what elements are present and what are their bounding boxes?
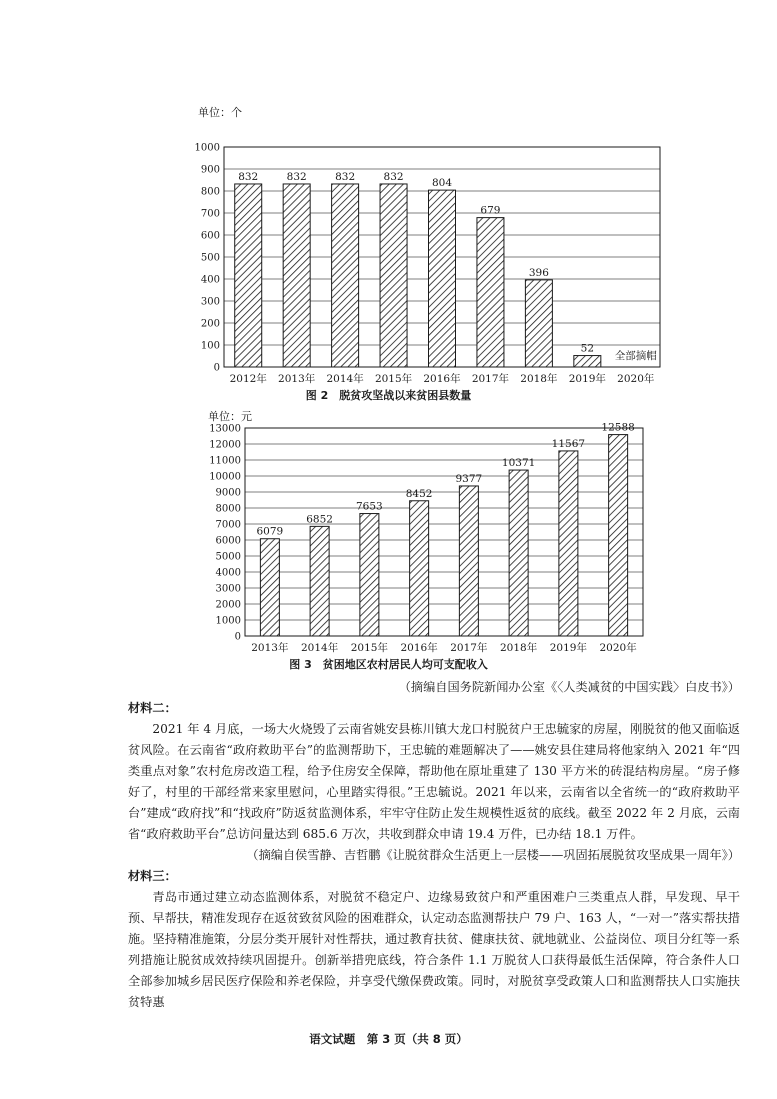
x-tick-label: 2016年 bbox=[423, 373, 461, 385]
y-tick-label: 1000 bbox=[215, 615, 241, 627]
y-tick-label: 0 bbox=[234, 631, 241, 643]
data-label: 832 bbox=[238, 170, 259, 183]
data-label: 10371 bbox=[501, 457, 536, 470]
y-tick-label: 3000 bbox=[215, 583, 241, 595]
y-tick-label: 10000 bbox=[209, 471, 241, 483]
bar bbox=[459, 486, 478, 636]
x-tick-label: 2017年 bbox=[471, 373, 510, 385]
material-2-heading: 材料二： bbox=[128, 701, 177, 715]
bar bbox=[609, 435, 628, 636]
y-tick-label: 700 bbox=[200, 208, 220, 220]
data-label: 12588 bbox=[601, 421, 635, 434]
x-tick-label: 2015年 bbox=[374, 373, 413, 385]
bar bbox=[260, 539, 279, 636]
y-unit-label: 单位：元 bbox=[208, 410, 252, 423]
bar bbox=[360, 514, 379, 636]
bar bbox=[310, 526, 329, 636]
text-block-upper bbox=[128, 677, 740, 1013]
source-citation-1: （摘编自国务院新闻办公室《〈人类减贫的中国实践〉白皮书》） bbox=[398, 680, 740, 694]
data-label: 11567 bbox=[551, 437, 586, 450]
chart-rural-income-caption: 图 3 贫困地区农村居民人均可支配收入 bbox=[289, 658, 488, 671]
x-tick-label: 2014年 bbox=[301, 642, 339, 654]
chart-poor-counties-caption: 图 2 脱贫攻坚战以来贫困县数量 bbox=[305, 389, 472, 402]
x-tick-label: 2015年 bbox=[350, 642, 388, 654]
x-tick-label: 2019年 bbox=[549, 642, 587, 654]
y-tick-label: 9000 bbox=[215, 487, 241, 499]
x-tick-label: 2013年 bbox=[251, 642, 289, 654]
y-tick-label: 12000 bbox=[209, 439, 241, 451]
data-label: 8452 bbox=[405, 487, 433, 500]
data-label: 396 bbox=[528, 266, 549, 279]
page-footer: 语文试题 第 3 页（共 8 页） bbox=[309, 1032, 468, 1046]
x-tick-label: 2020年 bbox=[599, 642, 637, 654]
material-3-body: 青岛市通过建立动态监测体系，对脱贫不稳定户、边缘易致贫户和严重困难户三类重点人群，早发现、早干预、早帮扶，精准发现存在返贫致贫风险的困难群众，认定动态监测帮扶户 79 户、163 人，“一对一”落实帮扶措施。坚持精准施策，分层分类开展针对性帮扶，通过教育扶贫、健康扶贫、就地就业、公益岗位、项目分红等一系列措施让脱贫成效持续巩固提升。创新举措兜底线，符合条件 1.1 万脱贫人口获得最低生活保障，符合条件人口全部参加城乡居民医疗保险和养老保险，并享受代缴保费政策。同时，对脱贫享受政策人口和监测帮扶人口实施扶贫特惠 bbox=[128, 890, 740, 1009]
plot-frame bbox=[245, 428, 643, 636]
data-label: 6852 bbox=[306, 513, 333, 526]
source-citation-2: （摘编自侯雪静、吉哲鹏《让脱贫群众生活更上一层楼——巩固拓展脱贫攻坚成果一周年》） bbox=[246, 848, 740, 862]
x-tick-label: 2016年 bbox=[400, 642, 438, 654]
y-tick-label: 300 bbox=[200, 296, 220, 308]
y-tick-label: 600 bbox=[200, 230, 220, 242]
x-tick-label: 2020年 bbox=[617, 373, 655, 385]
x-tick-label: 2013年 bbox=[278, 373, 316, 385]
data-label: 679 bbox=[480, 204, 501, 217]
y-tick-label: 4000 bbox=[215, 567, 241, 579]
data-label: 7653 bbox=[356, 500, 383, 513]
data-label: 832 bbox=[335, 170, 356, 183]
y-tick-label: 100 bbox=[200, 340, 220, 352]
y-tick-label: 800 bbox=[200, 186, 220, 198]
data-label: 52 bbox=[580, 342, 595, 355]
data-label: 9377 bbox=[455, 472, 483, 485]
bar bbox=[410, 501, 429, 636]
y-tick-label: 0 bbox=[213, 362, 220, 374]
data-label: 804 bbox=[431, 177, 453, 190]
y-tick-label: 400 bbox=[200, 274, 220, 286]
data-label: 832 bbox=[383, 170, 404, 183]
x-tick-label: 2018年 bbox=[520, 373, 558, 385]
y-tick-label: 900 bbox=[200, 164, 220, 176]
y-tick-label: 1000 bbox=[194, 142, 220, 154]
material-3-heading: 材料三： bbox=[128, 869, 177, 883]
y-tick-label: 13000 bbox=[209, 423, 241, 435]
x-tick-label: 2017年 bbox=[450, 642, 488, 654]
y-tick-label: 5000 bbox=[215, 551, 241, 563]
x-tick-label: 2014年 bbox=[326, 373, 364, 385]
y-tick-label: 6000 bbox=[215, 535, 241, 547]
y-tick-label: 500 bbox=[200, 252, 220, 264]
y-tick-label: 2000 bbox=[215, 599, 241, 611]
bar bbox=[509, 470, 528, 636]
y-unit-label: 单位：个 bbox=[198, 106, 242, 119]
bar bbox=[559, 451, 578, 636]
x-tick-label: 2012年 bbox=[229, 373, 267, 385]
data-label: 6079 bbox=[256, 525, 284, 538]
data-label: 全部摘帽 bbox=[614, 350, 657, 362]
x-tick-label: 2019年 bbox=[568, 373, 606, 385]
x-tick-label: 2018年 bbox=[500, 642, 538, 654]
y-tick-label: 200 bbox=[200, 318, 220, 330]
y-tick-label: 8000 bbox=[215, 503, 241, 515]
y-tick-label: 11000 bbox=[209, 455, 241, 467]
y-tick-label: 7000 bbox=[215, 519, 241, 531]
material-2-body: 2021 年 4 月底，一场大火烧毁了云南省姚安县栋川镇大龙口村脱贫户王忠毓家的房屋，刚脱贫的他又面临返贫风险。在云南省“政府救助平台”的监测帮助下，王忠毓的难题解决了——姚安县住建局将他家纳入 2021 年“四类重点对象”农村危房改造工程，给予住房安全保障，帮助他在原址重建了 130 平方米的砖混结构房屋。“房子修好了，村里的干部经常来家里慰问，心里踏实得很。”王忠毓说。2021 年以来，云南省以全省统一的“政府救助平台”建成“政府找”和“找政府”防返贫监测体系，牢牢守住防止发生规模性返贫的底线。截至 2022 年 2 月底，云南省“政府救助平台”总访问量达到 685.6 万次，共收到群众申请 19.4 万件，已办结 18.1 万件。 bbox=[128, 722, 740, 841]
data-label: 832 bbox=[286, 170, 307, 183]
